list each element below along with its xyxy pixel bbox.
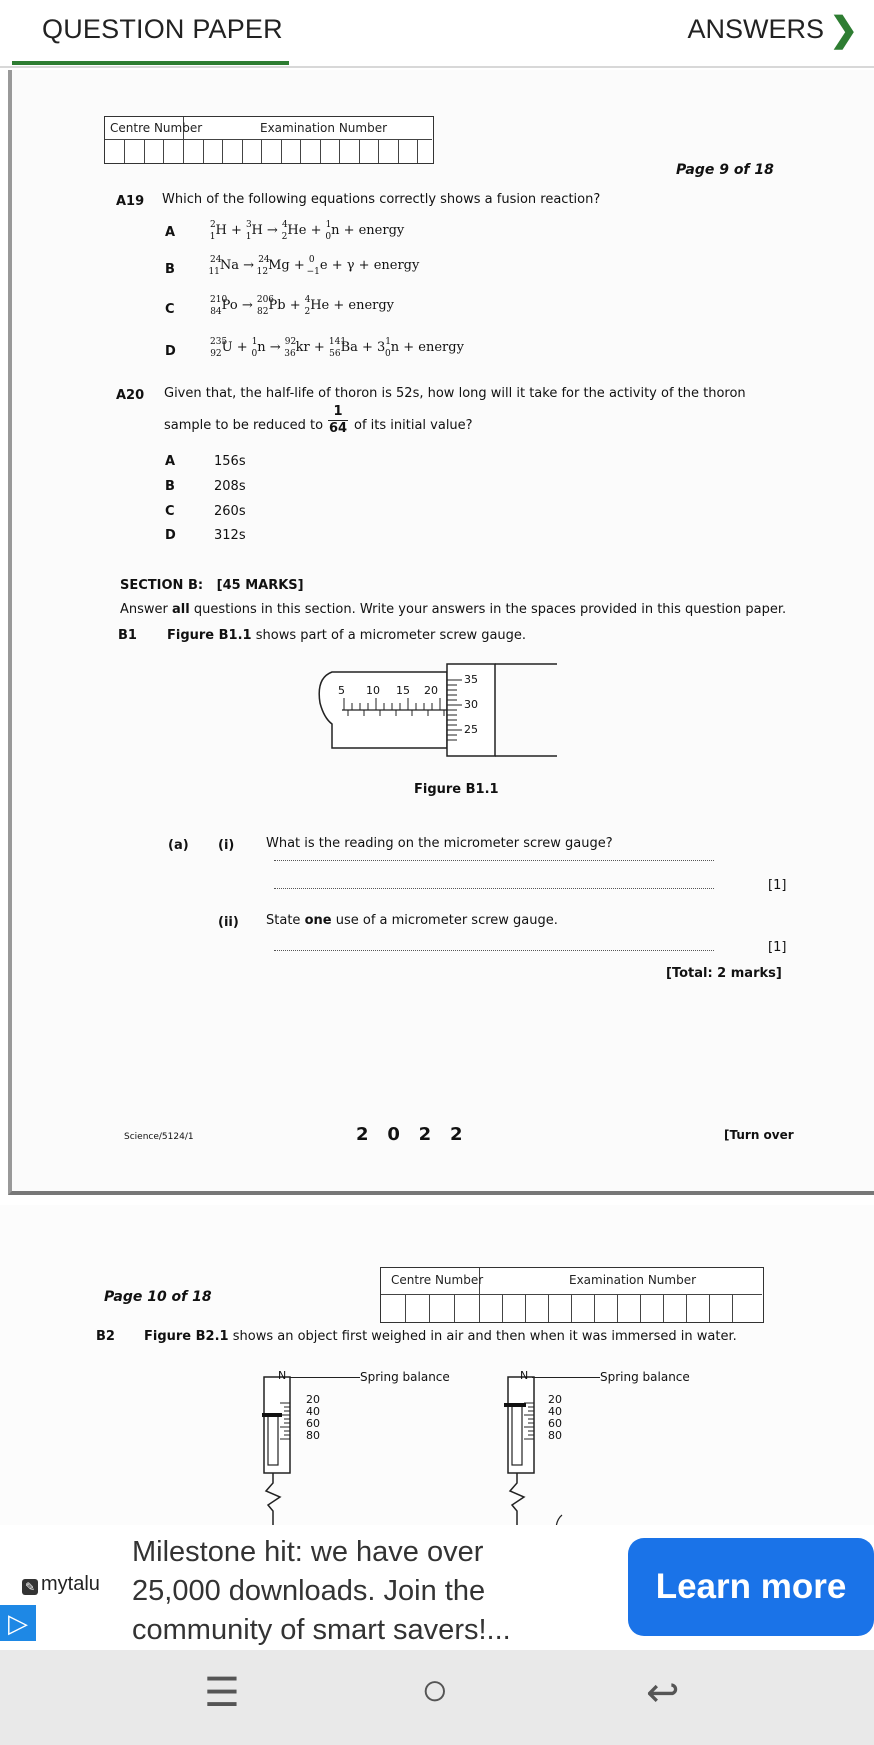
turn-over-label: [Turn over: [724, 1128, 794, 1142]
exam-page-10: [0, 1205, 874, 1525]
scale-label-20: 20: [306, 1393, 320, 1406]
answer-line-2[interactable]: [274, 888, 714, 889]
part-i-label: (i): [218, 838, 235, 853]
a19-option-a-letter: A: [165, 225, 176, 240]
paper-code: Science/5124/1: [124, 1132, 194, 1142]
tab-question-paper[interactable]: QUESTION PAPER: [42, 14, 283, 44]
centre-number-label: Centre Number: [391, 1273, 484, 1287]
page-number: Page 9 of 18: [676, 162, 774, 178]
a20-option-a-value: 156s: [214, 454, 246, 469]
answer-line-3[interactable]: [274, 950, 714, 951]
candidate-number-grid: [104, 116, 434, 164]
a20-option-c-letter: C: [165, 504, 175, 519]
home-icon[interactable]: ○: [421, 1663, 449, 1715]
spring-balance-pointer-line: [290, 1377, 360, 1378]
learn-more-button[interactable]: Learn more: [628, 1538, 874, 1636]
spring-balance-label: Spring balance: [360, 1370, 450, 1384]
total-marks: [Total: 2 marks]: [666, 966, 782, 981]
brand-icon: ✎: [22, 1579, 38, 1595]
fraction: 1 64: [328, 404, 348, 436]
question-b2-number: B2: [96, 1329, 115, 1344]
question-b1-text: Figure B1.1 shows part of a micrometer screw gauge.: [167, 628, 527, 643]
recent-apps-icon[interactable]: ☰: [204, 1671, 240, 1715]
question-a20-number: A20: [116, 388, 145, 403]
scale-label-40: 40: [306, 1405, 320, 1418]
top-tab-bar: [0, 0, 874, 66]
ad-banner[interactable]: [0, 1525, 874, 1650]
exam-number-label: Examination Number: [569, 1273, 697, 1287]
a20-option-d-value: 312s: [214, 528, 246, 543]
tab-answers[interactable]: ANSWERS: [687, 14, 824, 44]
a19-option-a-equation: $^2_1$H + $^3_1$H → $^4_2$He + $^1_0$n + energy: [209, 220, 405, 242]
part-a-label: (a): [168, 838, 189, 853]
micrometer-main-label-20: 20: [424, 684, 438, 697]
unit-label: N: [520, 1369, 529, 1382]
scale-label-80: 80: [548, 1429, 562, 1442]
spring-balance-label: Spring balance: [600, 1370, 690, 1384]
micrometer-main-label-15: 15: [396, 684, 410, 697]
scale-label-40: 40: [548, 1405, 562, 1418]
a19-option-c-equation: $^{210}_{84}$Po → $^{206}_{82}$Pb + $^4_2$He + energy: [210, 295, 395, 317]
a20-option-a-letter: A: [165, 454, 176, 469]
a20-option-c-value: 260s: [214, 504, 246, 519]
a20-option-d-letter: D: [165, 528, 176, 543]
system-nav-bar: [0, 1650, 874, 1745]
question-b1-a-i-text: What is the reading on the micrometer screw gauge?: [266, 836, 613, 851]
ad-message[interactable]: Milestone hit: we have over 25,000 downloads. Join the community of smart savers!...: [132, 1536, 511, 1646]
a20-option-b-letter: B: [165, 479, 175, 494]
scale-label-20: 20: [548, 1393, 562, 1406]
tab-divider: [0, 66, 874, 68]
exam-number-label: Examination Number: [260, 121, 388, 135]
part-ii-label: (ii): [218, 915, 239, 930]
micrometer-figure: [312, 658, 562, 773]
chevron-right-icon[interactable]: ❯: [829, 11, 858, 49]
unit-label: N: [278, 1369, 287, 1382]
a20-option-b-value: 208s: [214, 479, 246, 494]
centre-number-label: Centre Number: [110, 121, 203, 135]
micrometer-thimble-label-25: 25: [464, 723, 478, 736]
micrometer-thimble-label-30: 30: [464, 698, 478, 711]
ad-choices-icon[interactable]: ▷: [0, 1605, 36, 1641]
question-a19-number: A19: [116, 194, 145, 209]
candidate-number-grid: [380, 1267, 764, 1323]
spring-balance-water: [500, 1365, 600, 1530]
micrometer-main-label-10: 10: [366, 684, 380, 697]
paper-year: 2 0 2 2: [356, 1124, 463, 1145]
page-number: Page 10 of 18: [104, 1289, 212, 1305]
section-b-heading: SECTION B: [45 MARKS]: [120, 578, 304, 593]
a19-option-b-equation: $^{24}_{11}$Na → $^{24}_{12}$Mg + $^0_{-1}$e + γ + energy: [208, 255, 420, 277]
a19-option-c-letter: C: [165, 302, 175, 317]
a19-option-d-equation: $^{235}_{92}U + ^1_0n \to ^{92}_{36}kr + ^{141}_{56}Ba + 3^1_0n$ + energy: [210, 337, 464, 359]
micrometer-thimble-label-35: 35: [464, 673, 478, 686]
section-b-instructions: Answer all questions in this section. Write your answers in the spaces provided in this question paper.: [120, 602, 787, 617]
question-a20-text-line1: Given that, the half-life of thoron is 52s, how long will it take for the activity of the thoron: [164, 386, 746, 401]
question-b2-text: Figure B2.1 shows an object first weighed in air and then when it was immersed in water.: [144, 1329, 737, 1344]
active-tab-indicator: [12, 61, 289, 65]
scale-label-60: 60: [548, 1417, 562, 1430]
scale-label-60: 60: [306, 1417, 320, 1430]
figure-b1-caption: Figure B1.1: [414, 782, 499, 797]
question-a20-text-line2-pre: sample to be reduced to: [164, 418, 324, 433]
a19-option-b-letter: B: [165, 262, 175, 277]
a19-option-d-letter: D: [165, 344, 176, 359]
answer-line-1[interactable]: [274, 860, 714, 861]
question-a20-text-line2-post: of its initial value?: [354, 418, 473, 433]
question-a19-text: Which of the following equations correctly shows a fusion reaction?: [162, 192, 601, 207]
mark-a-ii: [1]: [768, 940, 787, 955]
spring-balance-pointer-line: [532, 1377, 600, 1378]
micrometer-main-label-5: 5: [338, 684, 345, 697]
scale-label-80: 80: [306, 1429, 320, 1442]
exam-page-9: [8, 70, 874, 1195]
mark-a-i: [1]: [768, 878, 787, 893]
question-b1-number: B1: [118, 628, 137, 643]
back-icon[interactable]: ↩: [646, 1671, 680, 1715]
ad-brand-logo[interactable]: ✎ mytalu: [22, 1573, 100, 1596]
question-b1-a-ii-text: State one use of a micrometer screw gauge.: [266, 913, 558, 928]
spring-balance-air: [256, 1365, 356, 1530]
